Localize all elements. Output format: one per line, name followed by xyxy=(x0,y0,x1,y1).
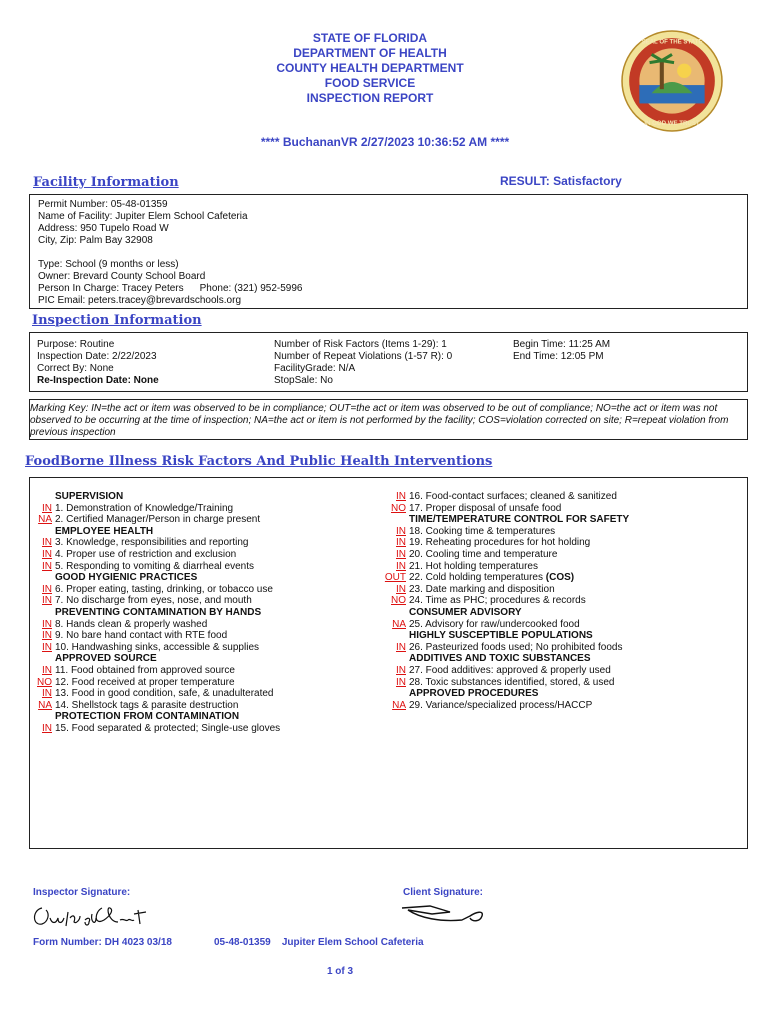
risk-factor-item xyxy=(384,572,629,584)
risk-factor-item xyxy=(34,642,280,654)
risk-factor-item xyxy=(388,561,629,573)
item-text: 17. Proper disposal of unsafe food xyxy=(409,502,562,514)
status-code: IN xyxy=(42,560,52,572)
category-label: TIME/TEMPERATURE CONTROL FOR SAFETY xyxy=(409,514,630,526)
page-number: 1 of 3 xyxy=(326,966,354,977)
status-code: IN xyxy=(396,664,406,676)
inspection-col-2 xyxy=(274,339,452,387)
item-text: 9. No bare hand contact with RTE food xyxy=(55,630,228,642)
status-code: IN xyxy=(42,537,52,549)
status-code: IN xyxy=(396,560,406,572)
item-text: 13. Food in good condition, safe, & unadulterated xyxy=(55,688,274,700)
status-code: IN xyxy=(42,502,52,514)
foodborne-left-column xyxy=(34,491,280,734)
status-code: OUT xyxy=(384,572,406,584)
inspection-purpose: Purpose: Routine xyxy=(37,339,115,350)
status-code: IN xyxy=(42,595,52,607)
header-line: DEPARTMENT OF HEALTH xyxy=(293,46,447,60)
category-heading xyxy=(388,607,629,619)
inspection-info-box xyxy=(29,332,748,392)
risk-factor-item xyxy=(388,491,629,503)
category-label: SUPERVISION xyxy=(55,491,124,502)
item-text: 7. No discharge from eyes, nose, and mouth xyxy=(55,595,252,607)
item-text: 24. Time as PHC; procedures & records xyxy=(409,595,586,607)
status-code: IN xyxy=(396,537,406,549)
item-text: 4. Proper use of restriction and exclusion xyxy=(55,548,237,560)
item-text: 19. Reheating procedures for hot holding xyxy=(409,537,591,549)
status-code: NO xyxy=(37,676,52,688)
facility-address: Address: 950 Tupelo Road W xyxy=(38,223,169,234)
svg-text:IN GOD WE TRUST: IN GOD WE TRUST xyxy=(644,119,700,127)
risk-factor-item xyxy=(388,526,629,538)
status-code: IN xyxy=(42,548,52,560)
risk-factor-item xyxy=(34,514,280,526)
status-code: IN xyxy=(396,641,406,653)
status-code: IN xyxy=(396,676,406,688)
footer-permit-facility: 05-48-01359 Jupiter Elem School Cafeteria xyxy=(214,937,424,948)
item-text: 22. Cold holding temperatures xyxy=(409,572,543,584)
item-text: 27. Food additives: approved & properly used xyxy=(409,664,611,676)
item-text: 25. Advisory for raw/undercooked food xyxy=(409,618,580,630)
category-label: PREVENTING CONTAMINATION BY HANDS xyxy=(55,606,262,618)
inspection-col-1 xyxy=(37,339,159,387)
inspector-signature-icon xyxy=(30,900,155,932)
client-signature-icon xyxy=(400,900,490,928)
category-heading xyxy=(34,491,280,503)
status-code: IN xyxy=(396,548,406,560)
status-code: NA xyxy=(38,699,52,711)
item-text: 18. Cooking time & temperatures xyxy=(409,525,556,537)
risk-factor-item xyxy=(34,537,280,549)
stop-sale: StopSale: No xyxy=(274,375,333,386)
facility-owner: Owner: Brevard County School Board xyxy=(38,271,206,282)
risk-factor-item xyxy=(34,503,280,515)
svg-text:SEAL OF THE STATE: SEAL OF THE STATE xyxy=(641,38,703,46)
item-text: 3. Knowledge, responsibilities and reporting xyxy=(55,537,249,549)
item-text: 11. Food obtained from approved source xyxy=(55,664,235,676)
end-time: End Time: 12:05 PM xyxy=(513,351,604,362)
header-line: COUNTY HEALTH DEPARTMENT xyxy=(276,61,464,75)
foodborne-box xyxy=(29,477,748,849)
item-text: 15. Food separated & protected; Single-use gloves xyxy=(55,722,281,734)
reinspection-date: Re-Inspection Date: None xyxy=(37,375,159,386)
category-label: APPROVED SOURCE xyxy=(55,653,157,665)
category-heading xyxy=(34,711,280,723)
risk-factor-item xyxy=(388,619,629,631)
item-text: 29. Variance/specialized process/HACCP xyxy=(409,699,593,711)
facility-city-zip: City, Zip: Palm Bay 32908 xyxy=(38,235,153,246)
facility-grade: FacilityGrade: N/A xyxy=(274,363,356,374)
status-code: IN xyxy=(42,583,52,595)
status-code: IN xyxy=(42,630,52,642)
inspection-section-title: Inspection Information xyxy=(32,313,202,328)
risk-factor-item xyxy=(34,561,280,573)
facility-info-box xyxy=(29,194,748,309)
risk-factor-item xyxy=(34,688,280,700)
risk-factor-item xyxy=(34,619,280,631)
status-code: NA xyxy=(38,514,52,526)
foodborne-right-column xyxy=(384,491,630,711)
risk-factor-item xyxy=(34,584,280,596)
repeat-violation-count: Number of Repeat Violations (1-57 R): 0 xyxy=(274,351,453,362)
item-text: 21. Hot holding temperatures xyxy=(409,560,538,572)
inspection-result: RESULT: Satisfactory xyxy=(500,174,622,188)
item-text: 14. Shellstock tags & parasite destruction xyxy=(55,699,239,711)
facility-type: Type: School (9 months or less) xyxy=(38,259,179,270)
item-text: 8. Hands clean & properly washed xyxy=(55,618,208,630)
item-text: 1. Demonstration of Knowledge/Training xyxy=(55,502,234,514)
risk-factor-item xyxy=(388,642,629,654)
category-label: CONSUMER ADVISORY xyxy=(409,606,522,618)
category-heading xyxy=(34,653,280,665)
item-text: 16. Food-contact surfaces; cleaned & sanitized xyxy=(409,491,617,502)
category-heading xyxy=(34,572,280,584)
cos-flag: (COS) xyxy=(545,572,575,584)
status-code: IN xyxy=(42,688,52,700)
person-in-charge-row xyxy=(38,283,739,295)
status-code: IN xyxy=(396,491,406,502)
status-code: NO xyxy=(391,595,406,607)
item-text: 6. Proper eating, tasting, drinking, or tobacco use xyxy=(55,583,273,595)
inspection-col-3 xyxy=(513,339,610,363)
risk-factor-item xyxy=(34,665,280,677)
risk-factor-item xyxy=(388,503,629,515)
status-code: IN xyxy=(42,722,52,734)
category-heading xyxy=(388,514,629,526)
category-heading xyxy=(388,688,629,700)
status-code: NO xyxy=(391,502,406,514)
category-label: APPROVED PROCEDURES xyxy=(409,688,539,700)
item-text: 26. Pasteurized foods used; No prohibited foods xyxy=(409,641,623,653)
facility-phone: Phone: (321) 952-5996 xyxy=(199,283,303,294)
inspector-signature-label: Inspector Signature: xyxy=(33,887,131,898)
risk-factor-item xyxy=(388,549,629,561)
header-line: INSPECTION REPORT xyxy=(306,91,434,105)
category-label: EMPLOYEE HEALTH xyxy=(55,525,154,537)
item-text: 2. Certified Manager/Person in charge present xyxy=(55,514,261,526)
state-seal-icon xyxy=(621,30,723,132)
inspection-date: Inspection Date: 2/22/2023 xyxy=(37,351,157,362)
risk-factor-item xyxy=(34,630,280,642)
category-heading xyxy=(388,630,629,642)
risk-factor-item xyxy=(34,677,280,689)
category-heading xyxy=(34,607,280,619)
category-label: GOOD HYGIENIC PRACTICES xyxy=(55,572,198,584)
item-text: 28. Toxic substances identified, stored, & used xyxy=(409,676,615,688)
risk-factor-item xyxy=(388,665,629,677)
status-code: IN xyxy=(396,583,406,595)
item-text: 10. Handwashing sinks, accessible & supplies xyxy=(55,641,259,653)
client-signature-label: Client Signature: xyxy=(403,887,484,898)
risk-factor-item xyxy=(388,595,629,607)
status-code: IN xyxy=(42,664,52,676)
risk-factor-item xyxy=(388,537,629,549)
header-line: FOOD SERVICE xyxy=(324,76,416,90)
status-code: IN xyxy=(42,618,52,630)
facility-name: Name of Facility: Jupiter Elem School Cafeteria xyxy=(38,211,248,222)
foodborne-section-title: FoodBorne Illness Risk Factors And Public Health Interventions xyxy=(25,454,493,469)
category-heading xyxy=(388,653,629,665)
category-label: HIGHLY SUSCEPTIBLE POPULATIONS xyxy=(409,630,593,642)
item-text: 20. Cooling time and temperature xyxy=(409,548,558,560)
category-heading xyxy=(34,526,280,538)
risk-factor-count: Number of Risk Factors (Items 1-29): 1 xyxy=(274,339,447,350)
risk-factor-item xyxy=(34,595,280,607)
status-code: IN xyxy=(396,525,406,537)
item-text: 5. Responding to vomiting & diarrheal events xyxy=(55,560,255,572)
form-number: Form Number: DH 4023 03/18 xyxy=(33,937,172,948)
risk-factor-item xyxy=(34,723,280,735)
status-code: NA xyxy=(392,618,406,630)
status-code: NA xyxy=(392,699,406,711)
risk-factor-item xyxy=(34,549,280,561)
item-text: 12. Food received at proper temperature xyxy=(55,676,235,688)
item-text: 23. Date marking and disposition xyxy=(409,583,555,595)
facility-section-title: Facility Information xyxy=(33,175,179,190)
person-in-charge: Person In Charge: Tracey Peters xyxy=(38,283,184,294)
pic-email: PIC Email: peters.tracey@brevardschools.org xyxy=(38,295,242,306)
risk-factor-item xyxy=(388,584,629,596)
category-label: ADDITIVES AND TOXIC SUBSTANCES xyxy=(409,653,591,665)
risk-factor-item xyxy=(388,677,629,689)
header-line: STATE OF FLORIDA xyxy=(312,31,428,45)
begin-time: Begin Time: 11:25 AM xyxy=(513,339,611,350)
run-line: **** BuchananVR 2/27/2023 10:36:52 AM **** xyxy=(260,135,510,149)
risk-factor-item xyxy=(388,700,629,712)
status-code: IN xyxy=(42,641,52,653)
marking-key: Marking Key: IN=the act or item was observed to be in compliance; OUT=the act or item was observed to be out of compliance; NO=the act or item was not observed to be occurring at the time of inspection; NA=the act or item is not performed by the facility; COS=violation corrected on site; R=repeat violation from previous inspection xyxy=(29,399,748,440)
risk-factor-item xyxy=(34,700,280,712)
correct-by: Correct By: None xyxy=(37,363,114,374)
permit-number: Permit Number: 05-48-01359 xyxy=(38,199,168,210)
category-label: PROTECTION FROM CONTAMINATION xyxy=(55,711,240,723)
